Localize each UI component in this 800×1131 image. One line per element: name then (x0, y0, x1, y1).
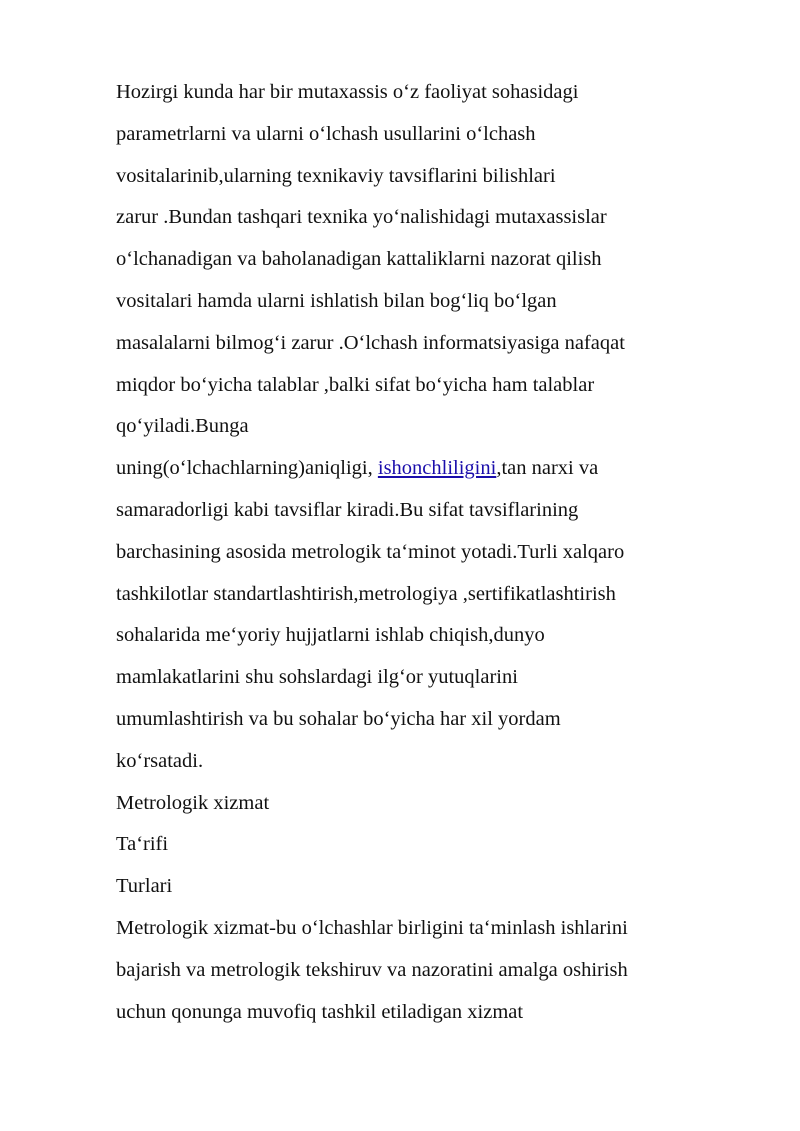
text-line: Metrologik xizmat-bu o‘lchashlar birligini ta‘minlash ishlarini (116, 916, 628, 939)
text-line: umumlashtirish va bu sohalar bo‘yicha har xil yordam (116, 707, 561, 730)
section-heading-metrologik-xizmat: Metrologik xizmat (116, 791, 270, 814)
text-line: barchasining asosida metrologik ta‘minot yotadi.Turli xalqaro (116, 540, 625, 563)
text-line: parametrlarni va ularni o‘lchash usullarini o‘lchash (116, 122, 536, 145)
text-line: o‘lchanadigan va baholanadigan kattaliklarni nazorat qilish (116, 248, 602, 271)
section-heading-tarifi: Ta‘rifi (116, 833, 169, 856)
text-line: samaradorligi kabi tavsiflar kiradi.Bu sifat tavsiflarining (116, 498, 579, 521)
text-line: Hozirgi kunda har bir mutaxassis o‘z faoliyat sohasidagi (116, 81, 579, 103)
section-heading-turlari: Turlari (116, 875, 173, 898)
link-line-after: ,tan narxi va (496, 457, 599, 480)
text-line: masalalarni bilmog‘i zarur .O‘lchash informatsiyasiga nafaqat (116, 331, 625, 354)
text-line: vositalarinib,ularning texnikaviy tavsiflarini bilishlari (116, 164, 556, 187)
text-line: miqdor bo‘yicha talablar ,balki sifat bo‘yicha ham talablar (116, 373, 595, 396)
ishonchliligini-link[interactable]: ishonchliligini (377, 457, 497, 480)
text-line: zarur .Bundan tashqari texnika yo‘nalishidagi mutaxassislar (116, 206, 607, 229)
text-line: uchun qonunga muvofiq tashkil etiladigan xizmat (116, 1000, 524, 1023)
text-line: bajarish va metrologik tekshiruv va nazoratini amalga oshirish (116, 958, 628, 981)
text-line: sohalarida me‘yoriy hujjatlarni ishlab chiqish,dunyo (116, 624, 545, 647)
text-line-with-link (116, 448, 756, 490)
document-body (116, 72, 756, 1033)
text-line: vositalari hamda ularni ishlatish bilan bog‘liq bo‘lgan (116, 289, 557, 312)
text-line: mamlakatlarini shu sohslardagi ilg‘or yutuqlarini (116, 666, 518, 689)
text-line: qo‘yiladi.Bunga (116, 415, 249, 438)
text-line: tashkilotlar standartlashtirish,metrologiya ,sertifikatlashtirish (116, 582, 616, 605)
link-line-before: uning(o‘lchachlarning)aniqligi, (116, 457, 378, 480)
text-line: ko‘rsatadi. (116, 749, 204, 772)
